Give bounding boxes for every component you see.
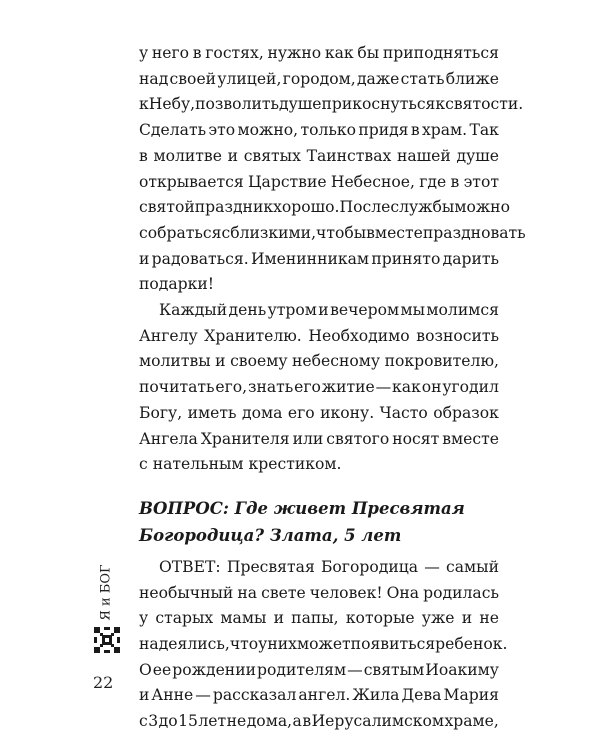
question-heading xyxy=(139,495,499,549)
text-line: святой праздник хорошо. После службы можно xyxy=(139,198,510,217)
text-line: и радоваться. Именинникам принято дарить xyxy=(139,249,499,268)
text-line: Богу, иметь дома его икону. Часто образок xyxy=(139,403,499,422)
running-title xyxy=(94,562,118,622)
running-title-text: Я и БОГ xyxy=(98,563,114,621)
text-line: О ее рождении родителям — святым Иоакиму xyxy=(139,660,499,679)
text-line: в молитве и святых Таинствах нашей душе xyxy=(139,146,499,165)
text-line: надеялись, что у них может появиться ребенок. xyxy=(139,635,508,654)
text-line: открывается Царствие Небесное, где в этот xyxy=(139,172,499,191)
text-line: молитвы и своему небесному покровителю, xyxy=(139,352,499,371)
text-line: Каждый день утром и вечером мы молимся xyxy=(159,301,499,320)
text-line: с 3 до 15 лет не дома, а в Иерусалимском храме, xyxy=(139,712,499,731)
text-line: собраться с близкими, чтобы вместе праздновать xyxy=(139,223,526,242)
paragraph-2 xyxy=(139,298,499,478)
answer-paragraph xyxy=(139,555,508,735)
text-line: у старых мамы и папы, которые уже и не xyxy=(139,609,499,628)
page-body xyxy=(139,41,526,735)
text-line: Ангелу Хранителю. Необходимо возносить xyxy=(139,326,499,345)
question-line: Богородица? Злата, 5 лет xyxy=(139,525,402,545)
text-line: к Небу, позволить душе прикоснуться к святости. xyxy=(139,95,524,114)
question-line: ВОПРОС: Где живет Пресвятая xyxy=(139,498,465,518)
text-line: у него в гостях, нужно как бы приподняться xyxy=(139,44,499,62)
text-line: подарки! xyxy=(139,275,215,294)
text-line: над своей улицей, городом, даже стать ближе xyxy=(139,69,499,88)
text-line: ОТВЕТ: Пресвятая Богородица — самый xyxy=(159,557,499,576)
text-line: необычный на свете человек! Она родилась xyxy=(139,583,499,602)
text-line: и Анне — рассказал ангел. Жила Дева Мария xyxy=(139,686,499,705)
ornament-icon xyxy=(94,627,120,653)
text-line: с нательным крестиком. xyxy=(139,455,342,474)
text-line: Ангела Хранителя или святого носят вместе xyxy=(139,429,499,448)
text-line: Сделать это можно, только придя в храм. Так xyxy=(139,121,499,140)
text-line: почитать его, знать его житие — как он угодил xyxy=(139,378,499,397)
page-number: 22 xyxy=(93,673,114,692)
paragraph-1 xyxy=(139,41,526,298)
